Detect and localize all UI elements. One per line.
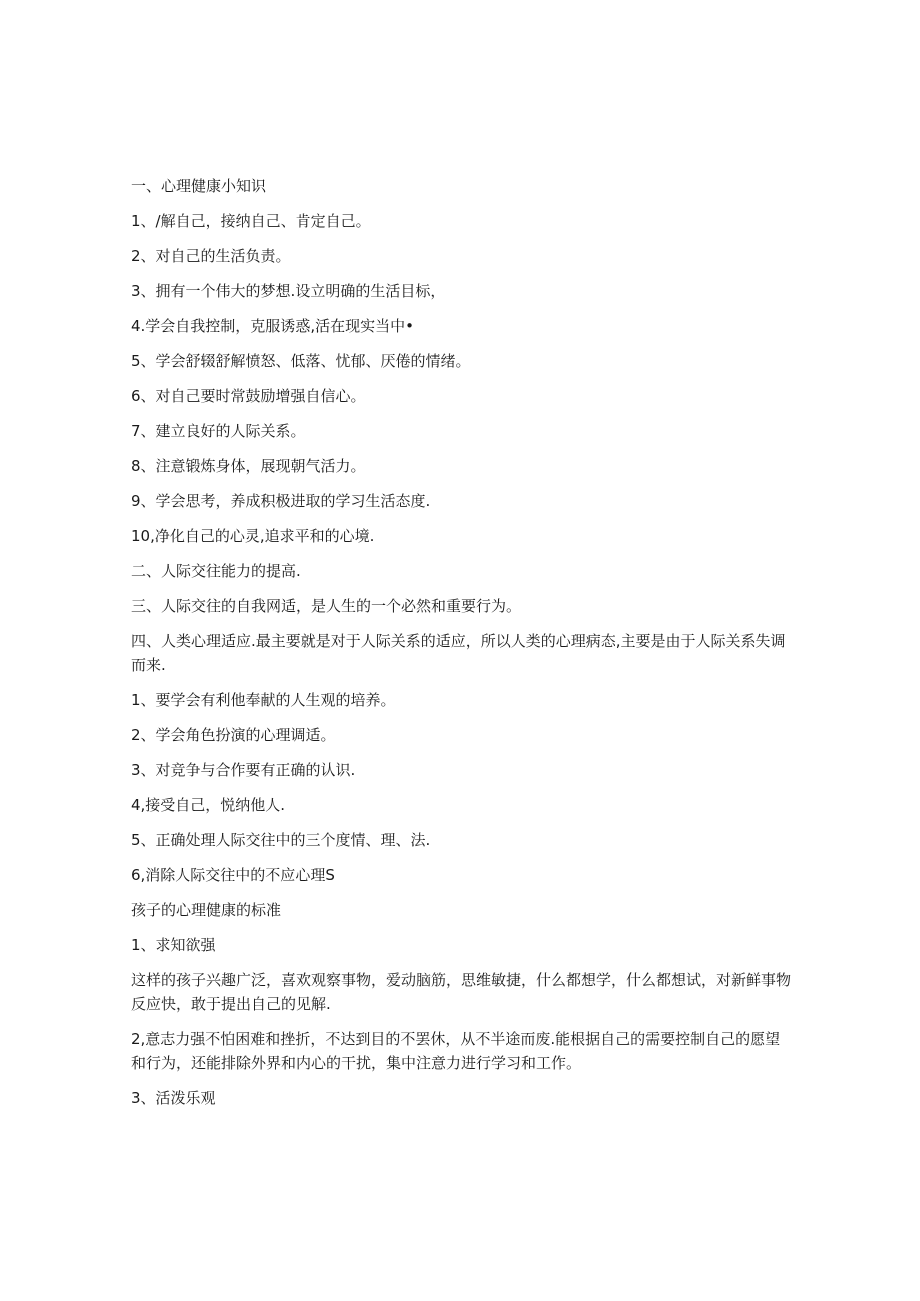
list-item: 6、对自己要时常鼓励增强自信心。 bbox=[131, 387, 366, 405]
list-item: 4.学会自我控制，克服诱惑,活在现实当中• bbox=[131, 317, 414, 335]
document-body bbox=[131, 174, 791, 1121]
list-item: 6,消除人际交往中的不应心理S bbox=[131, 866, 335, 884]
section-heading: 一、心理健康小知识 bbox=[131, 177, 267, 195]
list-item: 3、拥有一个伟大的梦想.设立明确的生活目标， bbox=[131, 282, 446, 300]
list-item: 3、活泼乐观 bbox=[131, 1089, 216, 1107]
list-item: 2、对自己的生活负责。 bbox=[131, 247, 291, 265]
list-item: 3、对竞争与合作要有正确的认识. bbox=[131, 761, 356, 779]
section-paragraph: 四、人类心理适应.最主要就是对于人际关系的适应，所以人类的心理病态,主要是由于人际关系失调而来. bbox=[131, 632, 786, 674]
list-item: 5、正确处理人际交往中的三个度情、理、法. bbox=[131, 831, 431, 849]
section-heading: 三、人际交往的自我网适，是人生的一个必然和重要行为。 bbox=[131, 597, 522, 615]
section-heading: 孩子的心理健康的标准 bbox=[131, 901, 282, 919]
list-item: 5、学会舒辍舒解愤怒、低落、忧郁、厌倦的情绪。 bbox=[131, 352, 471, 370]
body-paragraph: 这样的孩子兴趣广泛，喜欢观察事物，爱动脑筋，思维敏捷，什么都想学，什么都想试，对新鲜事物反应快，敢于提出自己的见解. bbox=[131, 971, 792, 1013]
list-item: 1、求知欲强 bbox=[131, 936, 216, 954]
list-item: 1、要学会有利他奉献的人生观的培养。 bbox=[131, 691, 396, 709]
list-item: 4,接受自己，悦纳他人. bbox=[131, 796, 286, 814]
list-item: 8、注意锻炼身体，展现朝气活力。 bbox=[131, 457, 366, 475]
list-item: 10,净化自己的心灵,追求平和的心境. bbox=[131, 527, 375, 545]
list-item: 7、建立良好的人际关系。 bbox=[131, 422, 306, 440]
list-item: 9、学会思考，养成积极进取的学习生活态度. bbox=[131, 492, 431, 510]
list-item: 2、学会角色扮演的心理调适。 bbox=[131, 726, 336, 744]
list-item: 1、/解自己，接纳自己、肯定自己。 bbox=[131, 212, 371, 230]
section-heading: 二、人际交往能力的提高. bbox=[131, 562, 301, 580]
body-paragraph: 2,意志力强不怕困难和挫折，不达到目的不罢休，从不半途而废.能根据自己的需要控制自己的愿望和行为，还能排除外界和内心的干扰，集中注意力进行学习和工作。 bbox=[131, 1030, 781, 1072]
